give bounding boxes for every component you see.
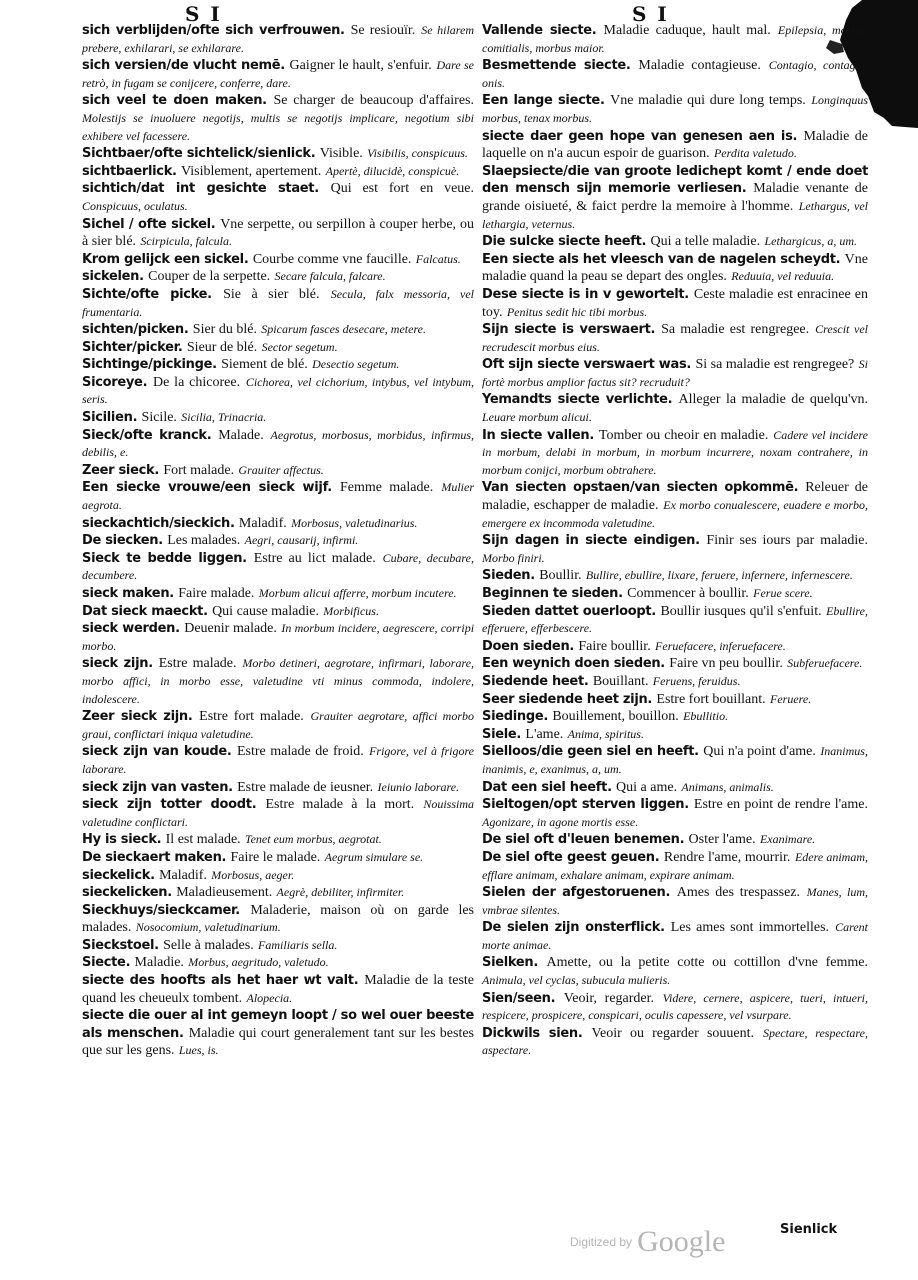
entry-headword: De sielen zijn onsterflick. [482,920,665,936]
entry-headword: Sieltogen/opt sterven liggen. [482,797,689,813]
entry-french: De la chicoree. [152,374,241,390]
entry-french: Maladie caduque, hault mal. [603,23,771,38]
entry-latin: Cichorea, vel cichorium, intybus, vel intybum, seris. [82,374,475,407]
entry-headword: Sieck/ofte kranck. [82,427,212,443]
entry-headword: Een weynich doen sieden. [482,656,665,672]
entry-headword: Siedinge. [482,709,549,725]
entry-french: Sier du blé. [192,322,257,338]
entry-latin: Epilepsia, morbus comitialis, morbus maior. [482,23,868,55]
dictionary-entry [82,867,474,885]
entry-french: Se resiouïr. [350,23,416,38]
entry-french: Maladerie, maison où on garde les malades. [82,902,475,936]
entry-latin: Carent morte animae. [482,920,868,952]
entry-headword: De siecken. [82,533,163,549]
dictionary-entry [82,374,474,409]
entry-headword: Sichel / ofte sickel. [82,216,216,232]
entry-headword: Sielloos/die geen siel en heeft. [482,744,699,760]
entry-latin: Molestijs se inuoluere negotijs, multis se negotijs implicare, negotium sibi exhibere vel facessere. [82,110,474,143]
entry-headword: Sichtinge/pickinge. [82,357,217,373]
dictionary-entry [82,708,474,743]
entry-french: Maladif. [238,515,287,531]
dictionary-entry [82,462,474,480]
entry-french: Gaigner le hault, s'enfuir. [289,58,432,74]
entry-headword: sieckelick. [82,867,155,883]
entry-latin: Exanimare. [759,832,816,847]
entry-headword: Sieck te bedde liggen. [82,550,247,566]
entry-headword: Sicilien. [82,410,138,426]
entry-latin: Lethargicus, a, um. [764,234,857,249]
entry-french: Sa maladie est rengregee. [661,322,810,338]
dictionary-entry [82,972,474,1007]
dictionary-entry [482,321,868,356]
entry-french: Qui a telle maladie. [650,234,761,250]
entry-headword: Siecte. [82,955,131,971]
dictionary-entry [482,92,868,127]
dictionary-entry [482,22,868,57]
entry-french: Selle à malades. [163,937,254,953]
entry-latin: Ex morbo conualescere, euadere e morbo, emergere ex incommoda valetudine. [482,498,868,530]
entry-latin: Cadere vel incidere in morbum, delabi in morbum, in morbum incurrere, noxam contrahere, in morbum conijci, morbum obtrahere. [482,427,869,477]
entry-headword: Beginnen te sieden. [482,586,623,601]
entry-headword: Siele. [482,726,522,742]
entry-french: Bouillement, bouillon. [552,709,679,725]
dictionary-entry [482,954,868,989]
entry-latin: In morbum incidere, aegrescere, corripi morbo. [82,621,475,653]
entry-french: Les ames sont immortelles. [670,920,830,936]
entry-headword: Siedende heet. [482,673,589,689]
entry-headword: sieck zijn. [82,656,153,672]
entry-latin: Frigore, vel à frigore laborare. [82,744,474,776]
dictionary-entry [482,796,868,831]
entry-french: Tomber ou cheoir en maladie. [598,427,769,443]
entry-french: Siement de blé. [221,357,308,373]
entry-headword: sichtich/dat int gesichte staet. [82,181,319,197]
dictionary-entry [482,691,868,709]
dictionary-entry [482,919,868,954]
entry-headword: Sichte/ofte picke. [82,286,212,302]
entry-headword: Een lange siecte. [482,93,605,109]
google-logo-text: Google [637,1225,726,1258]
entry-latin: Visibilis, conspicuus. [367,146,468,161]
dictionary-entry [82,251,474,269]
entry-latin: Spectare, respectare, aspectare. [482,1025,868,1058]
entry-latin: Falcatus. [415,251,461,266]
entry-french: Courbe comme vne faucille. [252,251,412,267]
dictionary-entry [482,673,868,691]
entry-latin: Scirpicula, falcula. [140,234,233,249]
entry-headword: Sicoreye. [82,374,148,390]
entry-french: Releuer de maladie, eschapper de maladie. [482,480,869,514]
entry-french: Faire malade. [178,586,255,601]
entry-latin: Morbus, aegritudo, valetudo. [188,955,329,970]
entry-french: Faire boullir. [578,638,651,654]
entry-latin: Cubare, decubare, decumbere. [82,550,474,583]
entry-french: Sicile. [141,410,177,426]
catchword: Sienlick [780,1222,838,1237]
left-column [82,22,474,1060]
entry-latin: Lethargus, vel lethargia, veternus. [482,198,868,231]
entry-french: Finir ses iours par maladie. [706,533,868,549]
entry-headword: sieck zijn totter doodt. [82,797,257,813]
watermark-small-text: Digitized by [570,1235,633,1249]
entry-headword: Sielken. [482,955,538,971]
entry-french: Ames des trespassez. [676,885,801,901]
entry-latin: Si fortè morbus amplior factus sit? recruduit? [482,357,869,389]
entry-latin: Manes, lum, vmbrae silentes. [482,885,868,917]
entry-french: Sie à sier blé. [223,286,320,302]
dictionary-entry [482,849,868,884]
entry-latin: Aegri, causarij, infirmi. [244,533,359,548]
entry-headword: Vallende siecte. [482,23,597,38]
entry-headword: siecte des hoofts als het haer wt valt. [82,973,359,989]
entry-headword: sieck werden. [82,621,180,637]
entry-french: Faire le malade. [230,849,321,865]
entry-latin: Anima, spiritus. [567,726,644,741]
entry-headword: Sieckhuys/sieckcamer. [82,902,240,918]
dictionary-entry [482,427,868,480]
entry-french: Maladie de laquelle on n'a aucun espoir de guarison. [482,128,868,162]
dictionary-entry [482,286,868,321]
entry-headword: Dese siecte is in v gewortelt. [482,286,689,302]
entry-latin: Desectio segetum. [312,357,400,372]
dictionary-entry [482,655,868,673]
entry-french: Estre fort bouillant. [656,691,766,707]
entry-latin: Lues, is. [178,1043,219,1058]
entry-headword: Sien/seen. [482,990,556,1006]
entry-headword: sieckelicken. [82,885,172,901]
entry-french: Maladie contagieuse. [638,58,761,74]
entry-french: Estre malade de ieusner. [237,779,374,795]
entry-latin: Reduuia, vel reduuia. [731,269,835,284]
dictionary-entry [82,532,474,550]
dictionary-entry [482,57,868,92]
dictionary-entry [482,743,868,778]
entry-headword: Van siecten opstaen/van siecten opkommē. [482,480,799,496]
entry-french: Femme malade. [339,480,434,496]
entry-latin: Morbosus, aeger. [211,867,295,882]
entry-latin: Conspicuus, oculatus. [82,198,188,213]
entry-headword: sieckachtich/sieckich. [82,515,235,531]
entry-french: Veoir ou regarder souuent. [591,1025,755,1041]
entry-headword: sich verblijden/ofte sich verfrouwen. [82,23,345,38]
dictionary-entry [82,655,474,708]
entry-headword: Krom gelijck een sickel. [82,251,249,267]
entry-latin: Ebullire, efferuere, efferbescere. [482,603,868,636]
entry-latin: Sicilia, Trinacria. [181,410,267,425]
entry-latin: Apertè, dilucidè, conspicuè. [325,163,460,178]
entry-headword: Hy is sieck. [82,832,162,848]
entry-latin: Morbo detineri, aegrotare, infirmari, laborare, morbo affici, in morbo esse, valetudine vti minus commoda, indolere, indolescere. [82,656,475,706]
dictionary-entry [482,532,868,567]
entry-french: L'ame. [525,726,564,742]
entry-headword: Sieckstoel. [82,937,159,953]
entry-headword: Zeer sieck. [82,462,159,478]
entry-french: Vne serpette, ou serpillon à couper herbe, ou à sier blé. [82,216,474,250]
entry-headword: De siel ofte geest geuen. [482,849,660,865]
entry-french: Oster l'ame. [688,832,756,848]
dictionary-entry [82,356,474,374]
entry-french: Commencer à boullir. [627,586,749,601]
dictionary-entry [82,902,474,937]
entry-french: Qui est fort en veue. [330,181,474,197]
dictionary-entry [482,779,868,797]
entry-french: Maladie venante de grande oisiueté, & faict perdre la memoire à l'homme. [482,181,868,214]
entry-headword: siecte die ouer al int gemeyn loopt / so wel ouer beeste als menschen. [82,1008,474,1041]
entry-headword: Die sulcke siecte heeft. [482,234,647,250]
entry-french: Estre malade. [158,656,237,672]
entry-french: Alleger la maladie de quelqu'vn. [678,392,869,408]
entry-french: Boullir iusques qu'il s'enfuit. [660,603,822,619]
entry-french: Qui n'a point d'ame. [703,744,816,760]
dictionary-entry [482,128,868,163]
entry-french: Bouillant. [592,673,649,689]
entry-headword: Sichtbaer/ofte sichtelick/sienlick. [82,146,316,162]
entry-latin: Nosocomium, valetudinarium. [135,920,281,935]
entry-latin: Grauiter affectus. [238,462,324,477]
entry-latin: Familiaris sella. [258,937,338,952]
entry-headword: De siel oft d'leuen benemen. [482,832,685,848]
entry-headword: Zeer sieck zijn. [82,709,193,725]
entry-french: Si sa maladie est rengregee? [695,357,855,373]
entry-french: Maladie de la teste quand les cheueulx tombent. [82,973,475,1006]
entry-headword: Sijn dagen in siecte eindigen. [482,533,700,549]
entry-latin: Subferuefacere. [787,656,863,671]
dictionary-entry [482,726,868,744]
entry-latin: Sector segetum. [261,339,338,354]
entry-latin: Aegrum simulare se. [324,849,424,864]
entry-french: Fort malade. [163,462,235,478]
entry-french: Les malades. [167,533,241,549]
dictionary-entry [482,603,868,638]
dictionary-entry [482,163,868,233]
entry-french: Maladie. [134,955,184,971]
entry-latin: Dare se retrò, in fugam se conijcere, conferre, dare. [82,58,475,90]
entry-french: Maladieusement. [176,885,273,901]
entry-latin: Ferue scere. [753,586,813,600]
entry-french: Faire vn peu boullir. [669,656,783,672]
dictionary-entry [82,954,474,972]
entry-headword: sichten/picken. [82,322,189,338]
entry-latin: Secare falcula, falcare. [274,269,386,284]
dictionary-entry [482,479,868,532]
dictionary-entry [82,92,474,145]
dictionary-entry [482,990,868,1025]
entry-latin: Leuare morbum alicui. [482,410,592,425]
entry-latin: Ebullitio. [683,709,729,724]
running-header-left: S I [185,2,222,26]
entry-latin: Animans, animalis. [681,779,774,794]
entry-latin: Mulier aegrota. [82,480,474,513]
entry-headword: sichtbaerlick. [82,163,177,179]
entry-latin: Spicarum fasces desecare, metere. [261,322,427,337]
entry-latin: Morbo finiri. [482,550,545,565]
entry-headword: Sieden dattet ouerloopt. [482,603,656,619]
dictionary-entry [82,286,474,321]
entry-latin: Secula, falx messoria, vel frumentaria. [82,286,474,319]
dictionary-entry [82,796,474,831]
entry-french: Estre en point de rendre l'ame. [693,797,868,813]
dictionary-entry [82,409,474,427]
dictionary-entry [82,57,474,92]
entry-french: Sieur de blé. [186,339,258,355]
entry-headword: Seer siedende heet zijn. [482,691,653,707]
entry-latin: Ieiunio laborare. [377,779,460,794]
entry-headword: sich versien/de vlucht nemē. [82,58,285,74]
dictionary-entry [482,356,868,391]
entry-french: Malade. [218,427,264,443]
entry-latin: Grauiter aegrotare, affici morbo graui, conflictari iniqua valetudine. [82,709,474,741]
entry-french: Estre malade à la mort. [265,797,415,813]
entry-french: Maladie qui court generalement tant sur les bestes que sur les gens. [82,1025,475,1059]
entry-latin: Nouissima valetudine conflictari. [82,797,475,829]
entry-headword: Dat sieck maeckt. [82,603,208,619]
entry-french: Visiblement, apertement. [181,163,322,179]
entry-french: Maladif. [159,867,207,883]
entry-headword: Oft sijn siecte verswaert was. [482,357,692,373]
entry-french: Veoir, regarder. [563,990,655,1006]
running-header-right: S I [632,2,669,26]
entry-latin: Feruefacere, inferuefacere. [655,638,786,653]
entry-headword: sieck maken. [82,586,174,601]
dictionary-entry [82,339,474,357]
dictionary-entry [82,603,474,621]
entry-latin: Tenet eum morbus, aegrotat. [245,832,382,847]
dictionary-entry [482,884,868,919]
dictionary-entry [82,22,474,57]
dictionary-entry [82,427,474,462]
entry-latin: Animula, vel cyclas, subucula mulieris. [482,973,671,988]
right-column [482,22,868,1060]
entry-latin: Inanimus, inanimis, e, exanimus, a, um. [482,744,868,776]
entry-headword: De sieckaert maken. [82,849,227,865]
dictionary-entry [82,515,474,533]
entry-headword: siecte daer geen hope van genesen aen is. [482,128,798,144]
entry-latin: Agonizare, in agone mortis esse. [482,814,639,829]
entry-headword: Sieden. [482,568,535,584]
dictionary-entry [82,550,474,585]
dictionary-entry [82,145,474,163]
entry-french: Deuenir malade. [184,621,277,637]
entry-latin: Aegrè, debiliter, infirmiter. [276,885,405,900]
entry-headword: Besmettende siecte. [482,58,631,74]
dictionary-entry [482,638,868,656]
entry-headword: sickelen. [82,269,144,285]
entry-latin: Videre, cernere, aspicere, tueri, intueri, respicere, prospicere, conspicari, oculis capessere, vel vsurpare. [482,990,869,1023]
entry-latin: Alopecia. [246,990,293,1005]
entry-headword: Sielen der afgestoruenen. [482,885,671,901]
dictionary-entry [82,1007,474,1060]
entry-headword: Yemandts siecte verlichte. [482,392,673,408]
entry-headword: Dickwils sien. [482,1025,583,1041]
entry-french: Rendre l'ame, mourrir. [663,849,791,865]
entry-latin: Morbum alicui afferre, morbum incutere. [258,586,457,600]
dictionary-entry [82,585,474,603]
dictionary-entry [82,831,474,849]
dictionary-entry [82,884,474,902]
entry-latin: Aegrotus, morbosus, morbidus, infirmus, debilis, e. [82,427,474,460]
dictionary-entry [82,937,474,955]
dictionary-entry [82,163,474,181]
entry-headword: In siecte vallen. [482,427,595,443]
dictionary-entry [82,268,474,286]
entry-latin: Edere animam, efflare animam, exhalare animam, expirare animam. [482,849,869,882]
dictionary-entry [482,567,868,585]
dictionary-entry [482,233,868,251]
digitized-by-google-watermark [570,1225,725,1259]
entry-latin: Perdita valetudo. [713,146,797,161]
entry-headword: Een siecke vrouwe/een sieck wijf. [82,480,332,496]
entry-french: Ceste maladie est enracinee en toy. [482,286,868,320]
dictionary-entry [82,479,474,514]
entry-french: Vne maladie quand la peau se depart des ongles. [482,251,868,285]
entry-latin: Morbificus. [323,603,379,618]
entry-headword: Doen sieden. [482,638,575,654]
dictionary-entry [82,849,474,867]
entry-latin: Crescit vel recrudescit morbus eius. [482,322,869,354]
entry-headword: Sijn siecte is verswaert. [482,322,656,338]
entry-headword: sieck zijn van vasten. [82,779,233,795]
entry-french: Qui a ame. [616,779,678,795]
entry-french: Amette, ou la petite cotte ou cottillon d'vne femme. [546,955,868,971]
dictionary-entry [482,391,868,426]
entry-headword: Slaepsiecte/die van groote ledichept komt / ende doet den mensch sijn memorie verliesen. [482,163,868,197]
entry-latin: Se hilarem prebere, exhilarari, se exhilarare. [82,23,475,55]
entry-headword: Een siecte als het vleesch van de nagelen scheydt. [482,251,841,267]
entry-latin: Contagio, contagia, onis. [482,58,868,90]
entry-headword: Sichter/picker. [82,339,183,355]
dictionary-entry [82,321,474,339]
entry-french: Qui cause maladie. [212,603,319,619]
entry-headword: sieck zijn van koude. [82,744,232,760]
entry-french: Vne maladie qui dure long temps. [610,93,806,109]
entry-latin: Feruens, feruidus. [652,673,741,688]
entry-headword: sich veel te doen maken. [82,93,267,109]
entry-french: Estre au lict malade. [253,550,376,566]
entry-latin: Penitus sedit hic tibi morbus. [506,304,648,319]
entry-french: Couper de la serpette. [148,269,271,285]
entry-french: Estre fort malade. [199,709,304,725]
dictionary-entry [82,779,474,797]
entry-latin: Morbosus, valetudinarius. [291,515,418,530]
entry-latin: Feruere. [770,691,812,706]
dictionary-entry [482,251,868,286]
dictionary-entry [482,831,868,849]
entry-french: Boullir. [539,568,582,584]
dictionary-entry [82,216,474,251]
dictionary-entry [482,1025,868,1060]
entry-latin: Bullire, ebullire, lixare, feruere, infernere, infernescere. [585,568,853,583]
entry-french: Se charger de beaucoup d'affaires. [273,93,475,109]
entry-headword: Dat een siel heeft. [482,779,612,795]
entry-french: Visible. [319,146,363,162]
dictionary-entry [482,585,868,603]
entry-french: Estre malade de froid. [236,744,364,760]
dictionary-entry [82,743,474,778]
dictionary-entry [482,708,868,726]
entry-french: Il est malade. [165,832,241,848]
dictionary-entry [82,620,474,655]
dictionary-entry [82,180,474,215]
entry-latin: Longinquus morbus, tenax morbus. [482,93,868,125]
